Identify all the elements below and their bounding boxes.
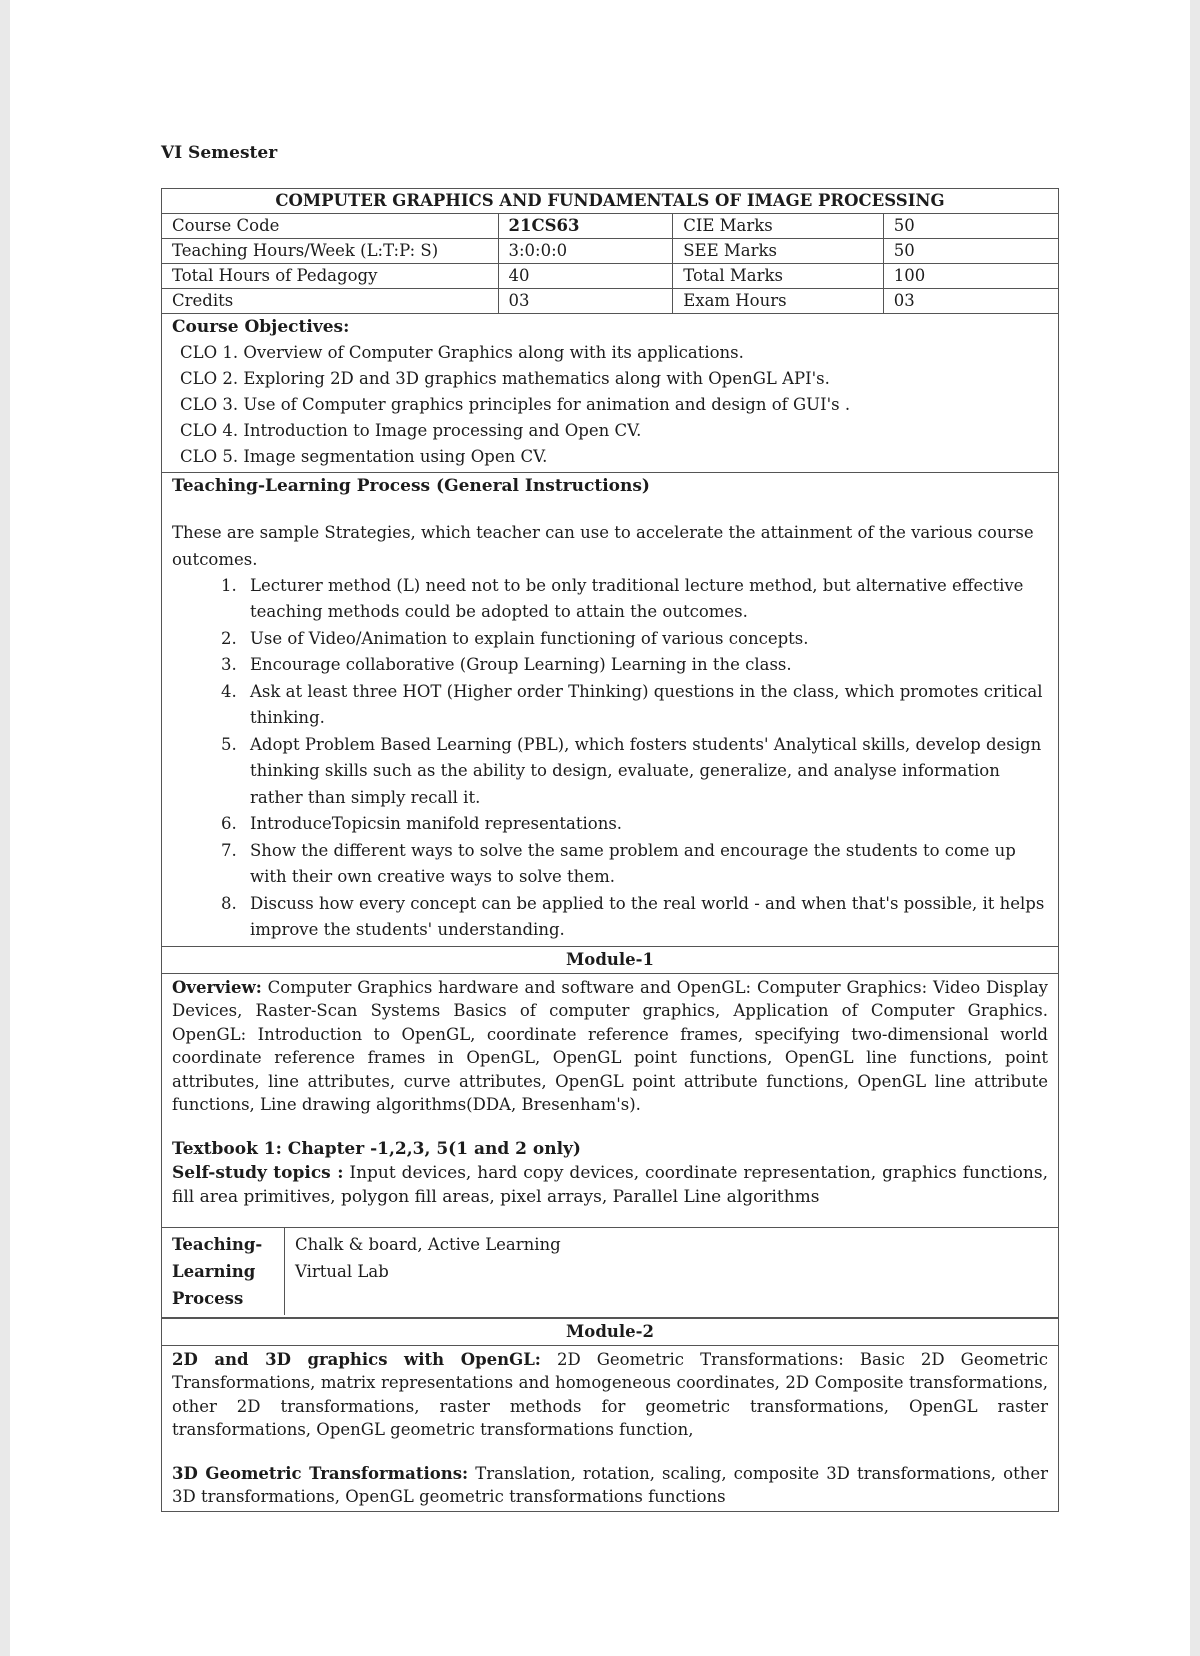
syllabus-table	[161, 188, 1059, 1512]
semester-heading: VI Semester	[161, 143, 278, 163]
clo-item: CLO 5. Image segmentation using Open CV.	[180, 446, 548, 466]
table-cell: Exam Hours	[673, 289, 884, 314]
tlp-intro: These are sample Strategies, which teacher can use to accelerate the attainment of the various course outcomes.	[172, 522, 1034, 569]
tlp-heading: Teaching-Learning Process (General Instructions)	[172, 475, 650, 496]
table-cell: Teaching Hours/Week (L:T:P: S)	[162, 239, 498, 264]
clo-item: CLO 3. Use of Computer graphics principles for animation and design of GUI's .	[180, 394, 851, 414]
table-cell: 50	[883, 239, 1058, 264]
table-cell: CIE Marks	[673, 214, 884, 239]
module-2-label-1: 2D and 3D graphics with OpenGL:	[172, 1349, 541, 1369]
tlp-label-line: Teaching-	[172, 1234, 263, 1254]
tlp-label-line: Learning	[172, 1261, 256, 1281]
list-item: 1. Lecturer method (L) need not to be only traditional lecture method, but alternative effective teaching methods could be adopted to attain the outcomes.	[242, 573, 1048, 626]
overview-text: Computer Graphics hardware and software and OpenGL: Computer Graphics: Video Display Devices, Raster-Scan Systems Basics of computer graphics, Application of Computer Graphics. OpenGL: Introduction to OpenGL, coordinate reference frames, specifying two-dimensional world coordinate reference frames in OpenGL, OpenGL point functions, OpenGL line functions, point attributes, line attributes, curve attributes, OpenGL point attribute functions, OpenGL line attribute functions, Line drawing algorithms(DDA, Bresenham's).	[172, 977, 1048, 1115]
textbook-ref: Textbook 1: Chapter -1,2,3, 5(1 and 2 only)	[172, 1138, 581, 1159]
module-1-textbook	[172, 1137, 1048, 1161]
course-objectives	[162, 314, 1058, 473]
course-info-table	[162, 214, 1058, 314]
tlp-value	[285, 1228, 571, 1315]
table-row	[162, 289, 1058, 314]
table-cell: Credits	[162, 289, 498, 314]
table-cell: Course Code	[162, 214, 498, 239]
table-cell: 100	[883, 264, 1058, 289]
table-cell: 03	[883, 289, 1058, 314]
objectives-heading: Course Objectives:	[172, 317, 350, 337]
list-item: 8. Discuss how every concept can be applied to the real world - and when that's possible, it helps improve the students' understanding.	[242, 891, 1048, 944]
table-cell: 50	[883, 214, 1058, 239]
module-2-content	[162, 1346, 1058, 1511]
table-cell: 40	[498, 264, 673, 289]
table-cell: 3:0:0:0	[498, 239, 673, 264]
module-1-title: Module-1	[162, 947, 1058, 974]
module-1-tlp	[162, 1227, 1058, 1315]
self-study-label: Self-study topics :	[172, 1162, 344, 1183]
teaching-learning-process	[162, 473, 1058, 947]
tlp-value-line: Virtual Lab	[295, 1261, 389, 1281]
table-cell: Total Hours of Pedagogy	[162, 264, 498, 289]
overview-label: Overview:	[172, 977, 262, 997]
list-item: 7. Show the different ways to solve the same problem and encourage the students to come up with their own creative ways to solve them.	[242, 838, 1048, 891]
table-cell: SEE Marks	[673, 239, 884, 264]
document-page	[10, 0, 1190, 1656]
tlp-value-line: Chalk & board, Active Learning	[295, 1234, 561, 1254]
self-study-text: Input devices, hard copy devices, coordinate representation, graphics functions, fill area primitives, polygon fill areas, pixel arrays, Parallel Line algorithms	[172, 1162, 1048, 1207]
clo-item: CLO 4. Introduction to Image processing and Open CV.	[180, 420, 642, 440]
module-2-text-1: 2D Geometric Transformations: Basic 2D Geometric Transformations, matrix representations and homogeneous coordinates, 2D Composite transformations, other 2D transformations, raster methods for geometric transformations, OpenGL raster transformations, OpenGL geometric transformations function,	[172, 1349, 1048, 1440]
clo-item: CLO 2. Exploring 2D and 3D graphics mathematics along with OpenGL API's.	[180, 368, 830, 388]
module-2-paragraph-2	[172, 1462, 1048, 1509]
module-2-paragraph-1	[172, 1348, 1048, 1442]
list-item: 2. Use of Video/Animation to explain functioning of various concepts.	[242, 626, 1048, 653]
list-item: 6. IntroduceTopicsin manifold representations.	[242, 811, 1048, 838]
table-cell: 03	[498, 289, 673, 314]
module-2-text-2: Translation, rotation, scaling, composite 3D transformations, other 3D transformations, OpenGL geometric transformations functions	[172, 1463, 1048, 1507]
list-item: 3. Encourage collaborative (Group Learning) Learning in the class.	[242, 652, 1048, 679]
module-1-self-study	[172, 1161, 1048, 1209]
list-item: 4. Ask at least three HOT (Higher order Thinking) questions in the class, which promotes critical thinking.	[242, 679, 1048, 732]
module-1-content	[162, 974, 1058, 1318]
module-2-label-2: 3D Geometric Transformations:	[172, 1463, 469, 1483]
module-1-overview	[172, 976, 1048, 1117]
table-cell: Total Marks	[673, 264, 884, 289]
clo-item: CLO 1. Overview of Computer Graphics along with its applications.	[180, 342, 744, 362]
table-row	[162, 264, 1058, 289]
table-row	[162, 239, 1058, 264]
tlp-label	[162, 1228, 285, 1315]
course-title: COMPUTER GRAPHICS AND FUNDAMENTALS OF IMAGE PROCESSING	[162, 189, 1058, 214]
table-row	[162, 214, 1058, 239]
list-item: 5. Adopt Problem Based Learning (PBL), which fosters students' Analytical skills, develop design thinking skills such as the ability to design, evaluate, generalize, and analyse information rather than simply recall it.	[242, 732, 1048, 812]
tlp-label-line: Process	[172, 1288, 244, 1308]
module-2-title: Module-2	[162, 1318, 1058, 1346]
strategy-list	[172, 573, 1048, 944]
table-cell: 21CS63	[498, 214, 673, 239]
